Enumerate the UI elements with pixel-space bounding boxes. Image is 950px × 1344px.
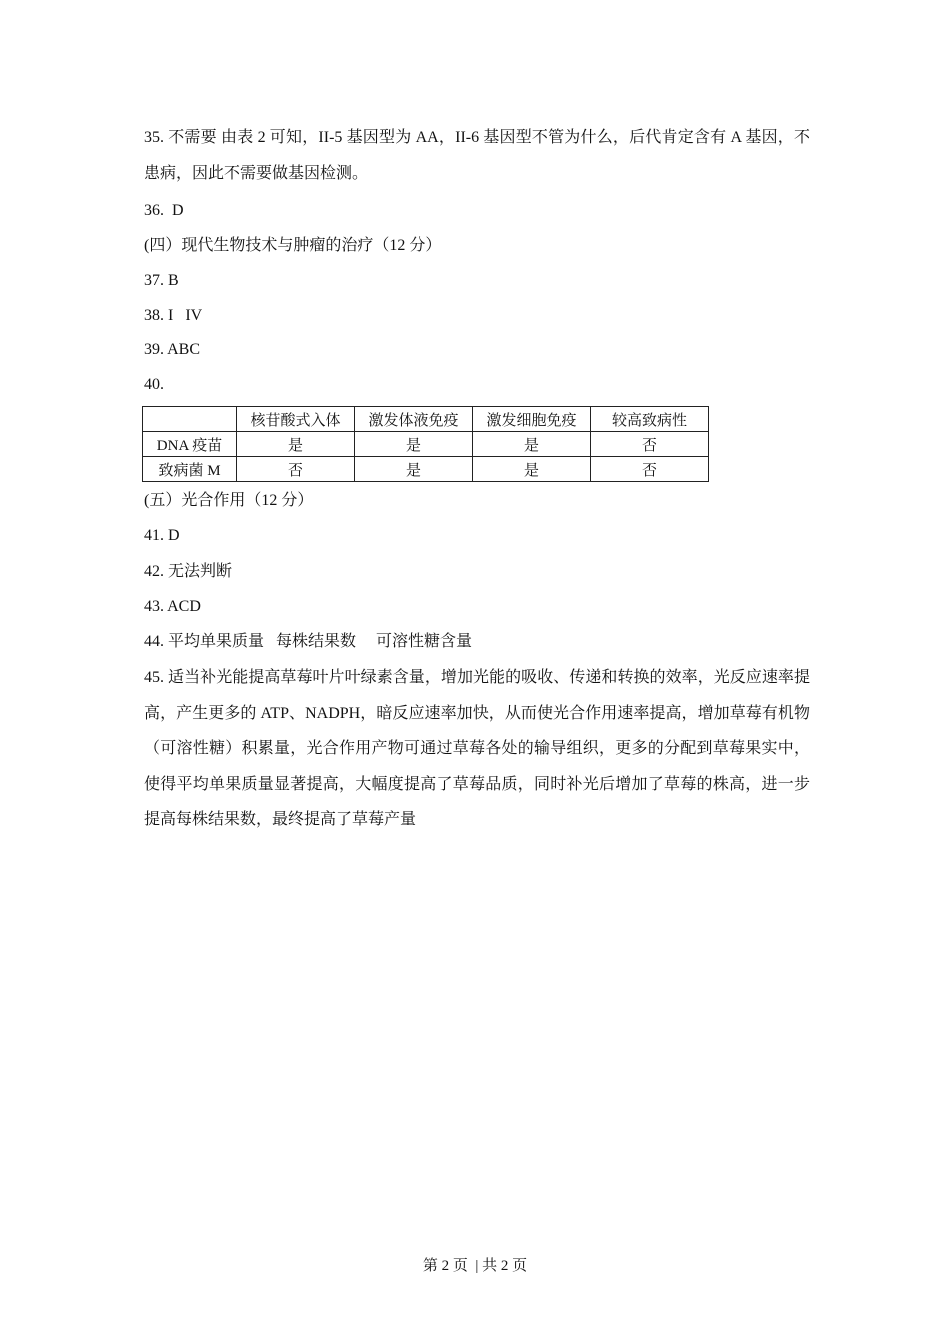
table-cell: 是 (473, 457, 591, 482)
table-row (143, 432, 709, 457)
answer-40: 40. (144, 376, 164, 393)
table-cell: 致病菌 M (143, 457, 237, 482)
table-cell: 否 (237, 457, 355, 482)
section-5-heading: (五）光合作用（12 分） (144, 492, 314, 509)
table-header-cell: 核苷酸式入体 (237, 407, 355, 432)
answer-41: 41. D (144, 527, 180, 544)
table-row (143, 457, 709, 482)
section-4-heading: (四）现代生物技术与肿瘤的治疗（12 分） (144, 237, 442, 254)
answer-37: 37. B (144, 272, 179, 289)
table-header-cell: 激发体液免疫 (355, 407, 473, 432)
page-footer: 第 2 页 | 共 2 页 (422, 1258, 528, 1274)
table-cell: 是 (355, 457, 473, 482)
answer-39: 39. ABC (144, 341, 201, 358)
answer-38: 38. I IV (144, 307, 203, 324)
table-cell: 否 (591, 457, 709, 482)
table-header-row (143, 407, 709, 432)
table-header-cell: 较高致病性 (591, 407, 709, 432)
table-cell: 是 (473, 432, 591, 457)
answer-35: 35. 不需要 由表 2 可知，II-5 基因型为 AA，II-6 基因型不管为什么，后代肯定含有 A 基因，不患病，因此不需要做基因检测。 (144, 129, 810, 182)
answer-44: 44. 平均单果质量 每株结果数 可溶性糖含量 (144, 633, 473, 650)
table-header-cell (143, 407, 237, 432)
table-cell: DNA 疫苗 (143, 432, 237, 457)
table-cell: 是 (237, 432, 355, 457)
answer-42: 42. 无法判断 (144, 563, 233, 580)
answer-43: 43. ACD (144, 598, 201, 615)
table-cell: 否 (591, 432, 709, 457)
answer-36: 36. D (144, 202, 184, 219)
table-cell: 是 (355, 432, 473, 457)
answer-40-table (142, 406, 709, 482)
table-header-cell: 激发细胞免疫 (473, 407, 591, 432)
answer-45: 45. 适当补光能提高草莓叶片叶绿素含量，增加光能的吸收、传递和转换的效率，光反应速率提高，产生更多的 ATP、NADPH，暗反应速率加快，从而使光合作用速率提高，增加草莓有机物（可溶性糖）积累量，光合作用产物可通过草莓各处的输导组织，更多的分配到草莓果实中，使得平均单果质量显著提高，大幅度提高了草莓品质，同时补光后增加了草莓的株高，进一步提高每株结果数，最终提高了草莓产量 (144, 669, 810, 828)
